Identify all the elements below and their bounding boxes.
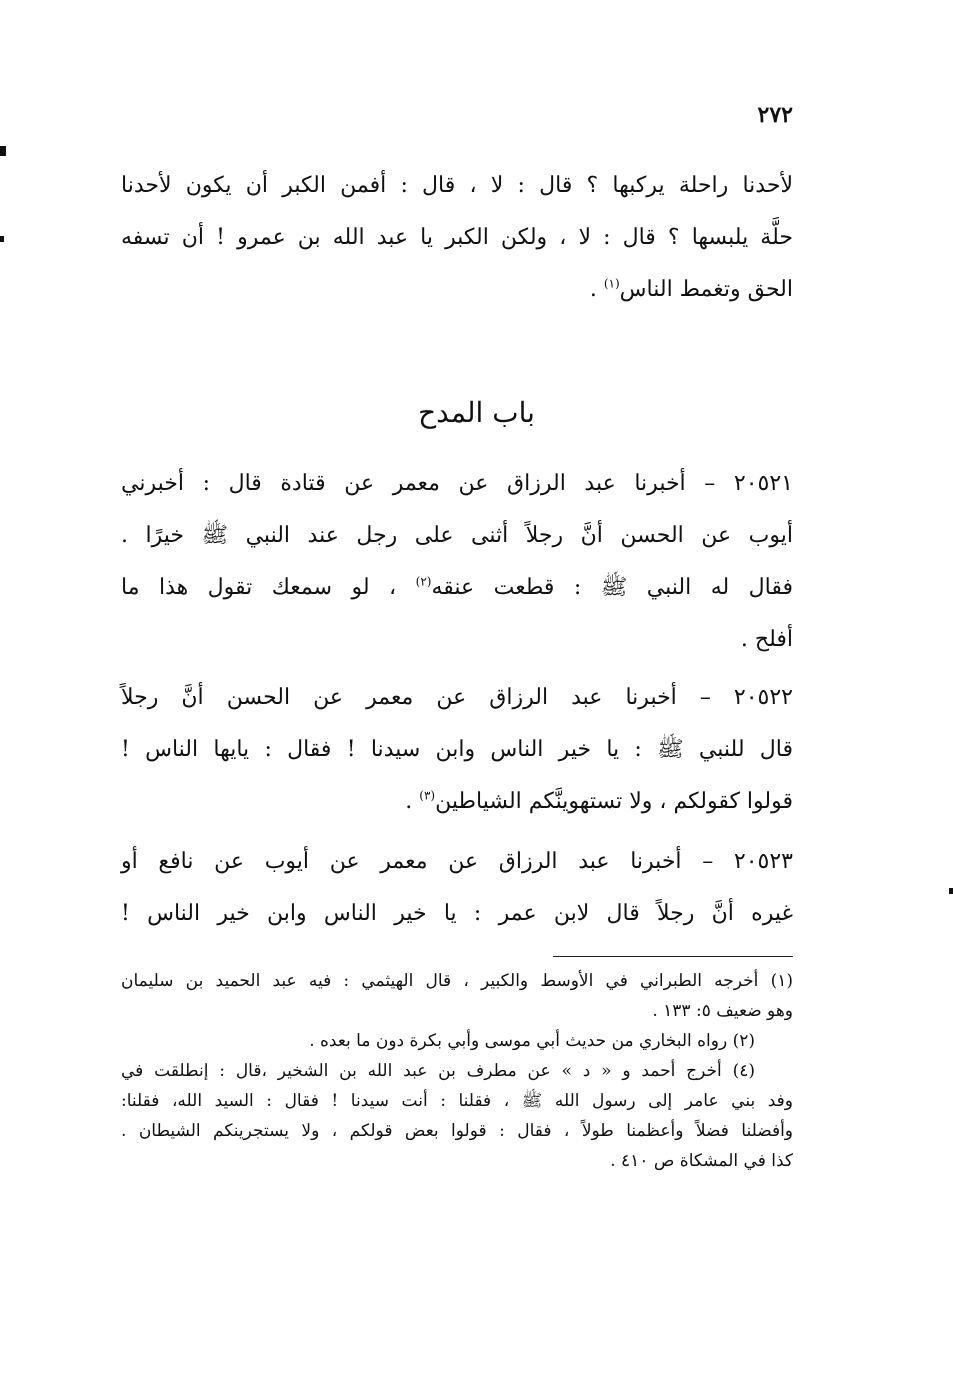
- intro-line-3-end: .: [589, 277, 604, 302]
- footnote-1-line-2: وهو ضعيف ٥: ١٣٣ .: [652, 1001, 793, 1021]
- hadith-20523: [121, 836, 793, 940]
- intro-line-2: حلَّة يلبسها ؟ قال : لا ، ولكن الكبر يا عبد الله بن عمرو ! أن تسفه: [121, 225, 793, 250]
- hadith-20521: [121, 458, 793, 666]
- footnote-ref-2[interactable]: (٢): [415, 574, 432, 589]
- footnote-4-line-4: كذا في المشكاة ص ٤١٠ .: [610, 1151, 793, 1171]
- intro-paragraph: [121, 160, 793, 316]
- page-number: ٢٧٢: [757, 102, 793, 128]
- footnote-ref-3[interactable]: (٣): [419, 788, 436, 803]
- hadith-20521-line-3-text: فقال له النبي ﷺ : قطعت عنقه: [431, 575, 793, 600]
- hadith-20522-line-2: قال للنبي ﷺ : يا خير الناس وابن سيدنا ! فقال : يايها الناس !: [121, 737, 793, 762]
- scan-margin-mark-top: [0, 146, 6, 156]
- intro-line-1: لأحدنا راحلة يركبها ؟ قال : لا ، قال : أفمن الكبر أن يكون لأحدنا: [121, 173, 793, 198]
- footnote-divider: [553, 956, 793, 957]
- hadith-20521-line-3: [121, 562, 793, 614]
- hadith-20522-line-1: ٢٠٥٢٢ – أخبرنا عبد الرزاق عن معمر عن الحسن أنَّ رجلاً: [121, 685, 793, 710]
- scan-margin-mark-right: [949, 888, 953, 894]
- hadith-20522-line-3-end: .: [405, 789, 420, 814]
- footnote-4-line-2: وفد بني عامر إلى رسول الله ﷺ ، فقلنا : أنت سيدنا ! فقال : السيد الله، فقلنا:: [121, 1091, 793, 1111]
- footnote-4-line-1: (٤) أخرج أحمد و « د » عن مطرف بن عبد الله بن الشخير ،قال : إنطلقت في: [121, 1061, 755, 1081]
- hadith-20523-line-2: غيره أنَّ رجلاً قال لابن عمر : يا خير الناس وابن خير الناس !: [121, 901, 793, 926]
- scan-margin-mark-middle: [0, 236, 4, 242]
- hadith-20522-line-3: [121, 776, 793, 828]
- hadith-20521-line-1: ٢٠٥٢١ – أخبرنا عبد الرزاق عن معمر عن قتادة قال : أخبرني: [121, 471, 793, 496]
- hadith-20521-line-3-rest: ، لو سمعك تقول هذا ما: [121, 575, 416, 600]
- footnote-1-line-1: (١) أخرجه الطبراني في الأوسط والكبير ، قال الهيثمي : فيه عبد الحميد بن سليمان: [121, 971, 793, 991]
- intro-line-3-text: الحق وتغمط الناس: [619, 277, 793, 302]
- hadith-20522-line-3-text: قولوا كقولكم ، ولا تستهوينَّكم الشياطين: [435, 789, 793, 814]
- intro-line-3: [121, 264, 793, 316]
- footnote-2: (٢) رواه البخاري من حديث أبي موسى وأبي بكرة دون ما بعده .: [309, 1031, 755, 1051]
- chapter-heading: باب المدح: [418, 396, 535, 429]
- footnote-ref-1[interactable]: (١): [603, 276, 620, 291]
- hadith-20522: [121, 672, 793, 828]
- footnote-4-line-3: وأفضلنا فضلاً وأعظمنا طولاً ، فقال : قولوا بعض قولكم ، ولا يستجرينكم الشيطان .: [121, 1121, 793, 1141]
- hadith-20521-line-4: أفلح .: [740, 627, 793, 652]
- footnotes-section: [121, 966, 793, 1176]
- hadith-20523-line-1: ٢٠٥٢٣ – أخبرنا عبد الرزاق عن معمر عن أيوب عن نافع أو: [121, 849, 793, 874]
- hadith-20521-line-2: أيوب عن الحسن أنَّ رجلاً أثنى على رجل عند النبي ﷺ خيرًا .: [121, 523, 793, 548]
